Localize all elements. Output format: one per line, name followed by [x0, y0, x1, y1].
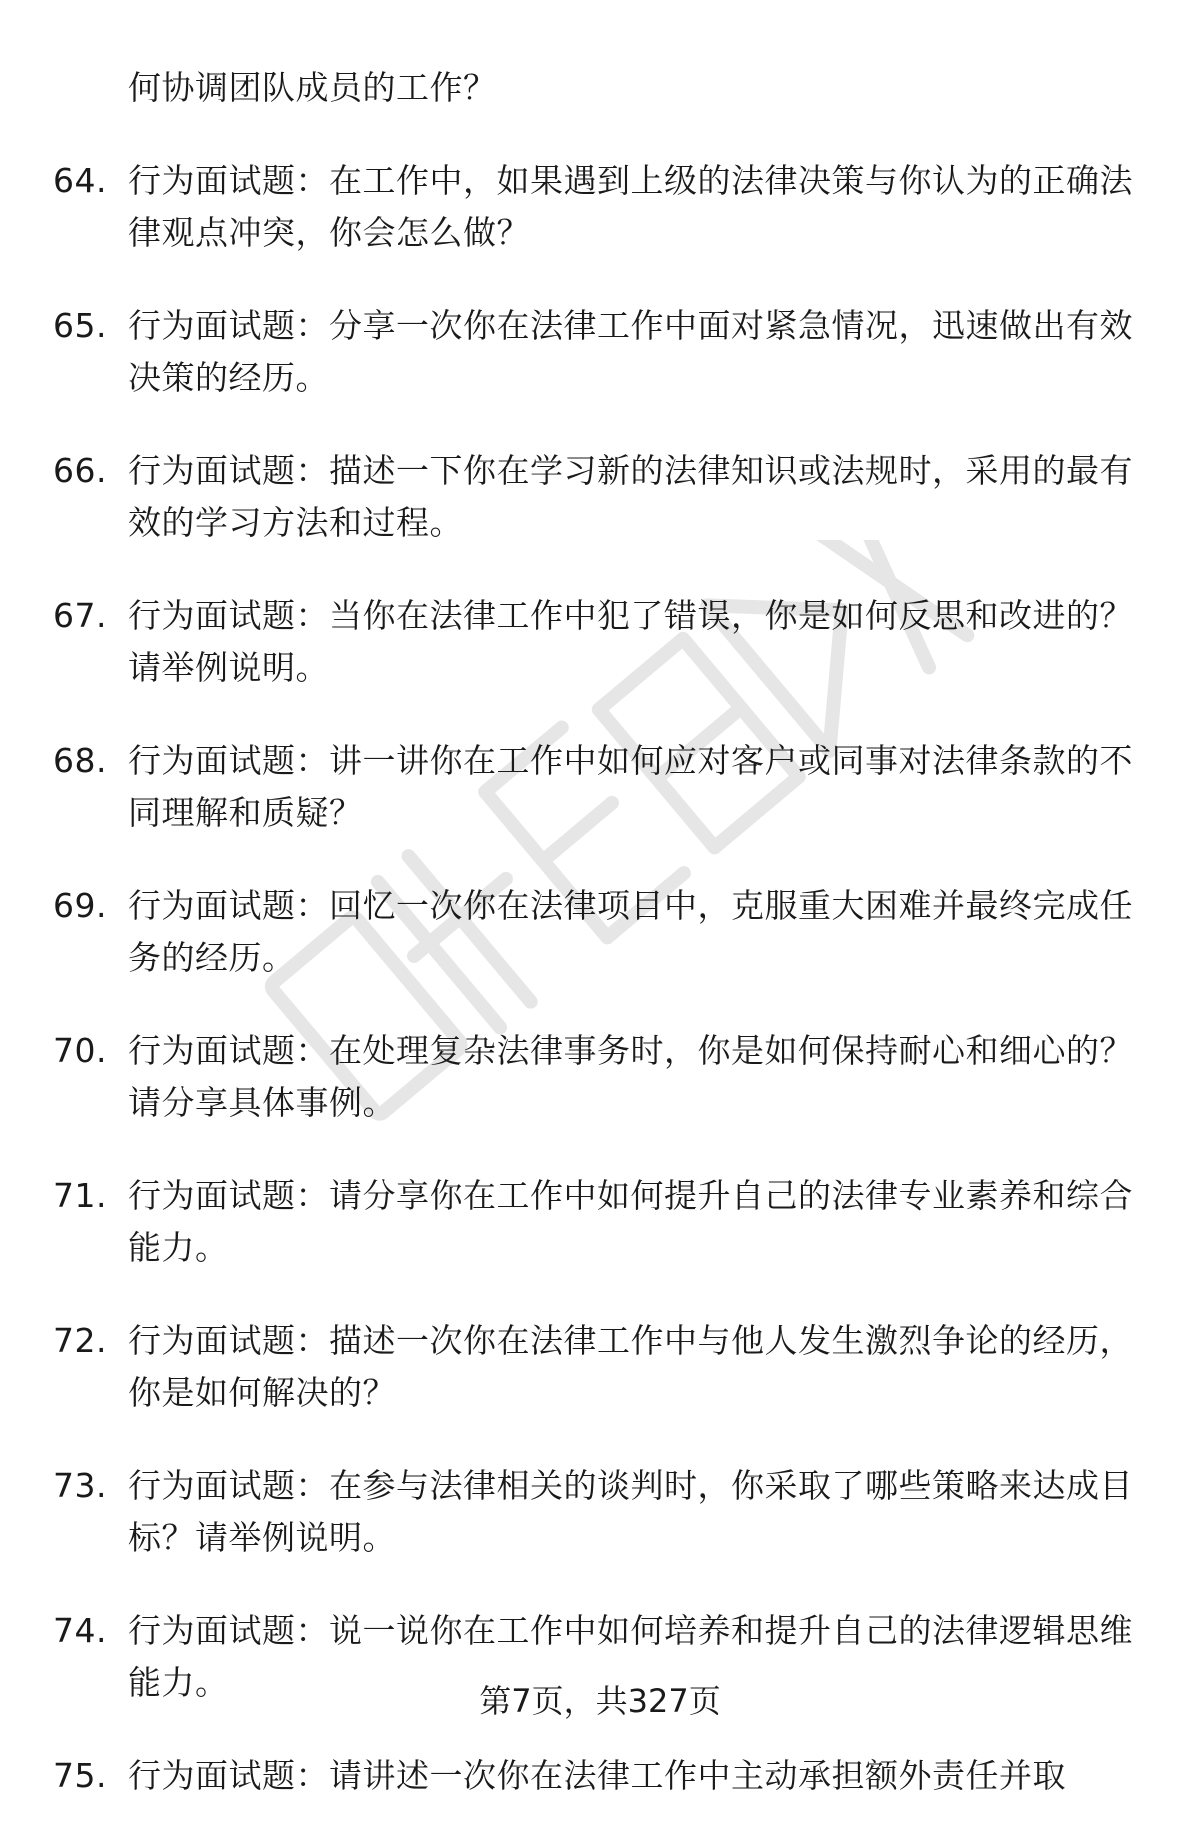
item-text: 行为面试题：说一说你在工作中如何培养和提升自己的法律逻辑思维能力。 — [128, 1611, 1133, 1702]
item-number: 68. — [53, 741, 107, 780]
item-text: 行为面试题：在工作中，如果遇到上级的法律决策与你认为的正确法律观点冲突，你会怎么做？ — [128, 161, 1133, 252]
list-item — [0, 155, 1200, 259]
item-text: 行为面试题：分享一次你在法律工作中面对紧急情况，迅速做出有效决策的经历。 — [128, 306, 1133, 397]
question-list — [0, 62, 1200, 1843]
item-text: 行为面试题：描述一次你在法律工作中与他人发生激烈争论的经历，你是如何解决的？ — [128, 1321, 1133, 1412]
item-text: 行为面试题：请分享你在工作中如何提升自己的法律专业素养和综合能力。 — [128, 1176, 1133, 1267]
item-number: 69. — [53, 886, 107, 925]
item-text: 行为面试题：请讲述一次你在法律工作中主动承担额外责任并取 — [128, 1756, 1066, 1795]
list-item — [0, 1750, 1200, 1802]
list-item — [0, 1315, 1200, 1419]
list-item — [0, 300, 1200, 404]
item-number: 71. — [53, 1176, 107, 1215]
item-number: 74. — [53, 1611, 107, 1650]
list-item — [0, 590, 1200, 694]
item-number: 66. — [53, 451, 107, 490]
item-number: 75. — [53, 1756, 107, 1795]
item-number: 67. — [53, 596, 107, 635]
item-number: 70. — [53, 1031, 107, 1070]
continued-question-text: 何协调团队成员的工作？ — [128, 68, 497, 107]
item-text: 行为面试题：讲一讲你在工作中如何应对客户或同事对法律条款的不同理解和质疑？ — [128, 741, 1133, 832]
page-footer: 第7页，共327页 — [479, 1682, 721, 1720]
list-item — [0, 445, 1200, 549]
item-text: 行为面试题：在参与法律相关的谈判时，你采取了哪些策略来达成目标？请举例说明。 — [128, 1466, 1133, 1557]
item-text: 行为面试题：回忆一次你在法律项目中，克服重大困难并最终完成任务的经历。 — [128, 886, 1133, 977]
item-number: 73. — [53, 1466, 107, 1505]
item-text: 行为面试题：当你在法律工作中犯了错误，你是如何反思和改进的？请举例说明。 — [128, 596, 1133, 687]
item-text: 行为面试题：在处理复杂法律事务时，你是如何保持耐心和细心的？请分享具体事例。 — [128, 1031, 1133, 1122]
item-number: 64. — [53, 161, 107, 200]
item-number: 72. — [53, 1321, 107, 1360]
list-item — [0, 880, 1200, 984]
item-text: 行为面试题：描述一下你在学习新的法律知识或法规时，采用的最有效的学习方法和过程。 — [128, 451, 1133, 542]
list-item — [0, 1025, 1200, 1129]
list-item — [0, 735, 1200, 839]
list-item — [0, 1460, 1200, 1564]
list-item — [0, 1170, 1200, 1274]
item-number: 65. — [53, 306, 107, 345]
